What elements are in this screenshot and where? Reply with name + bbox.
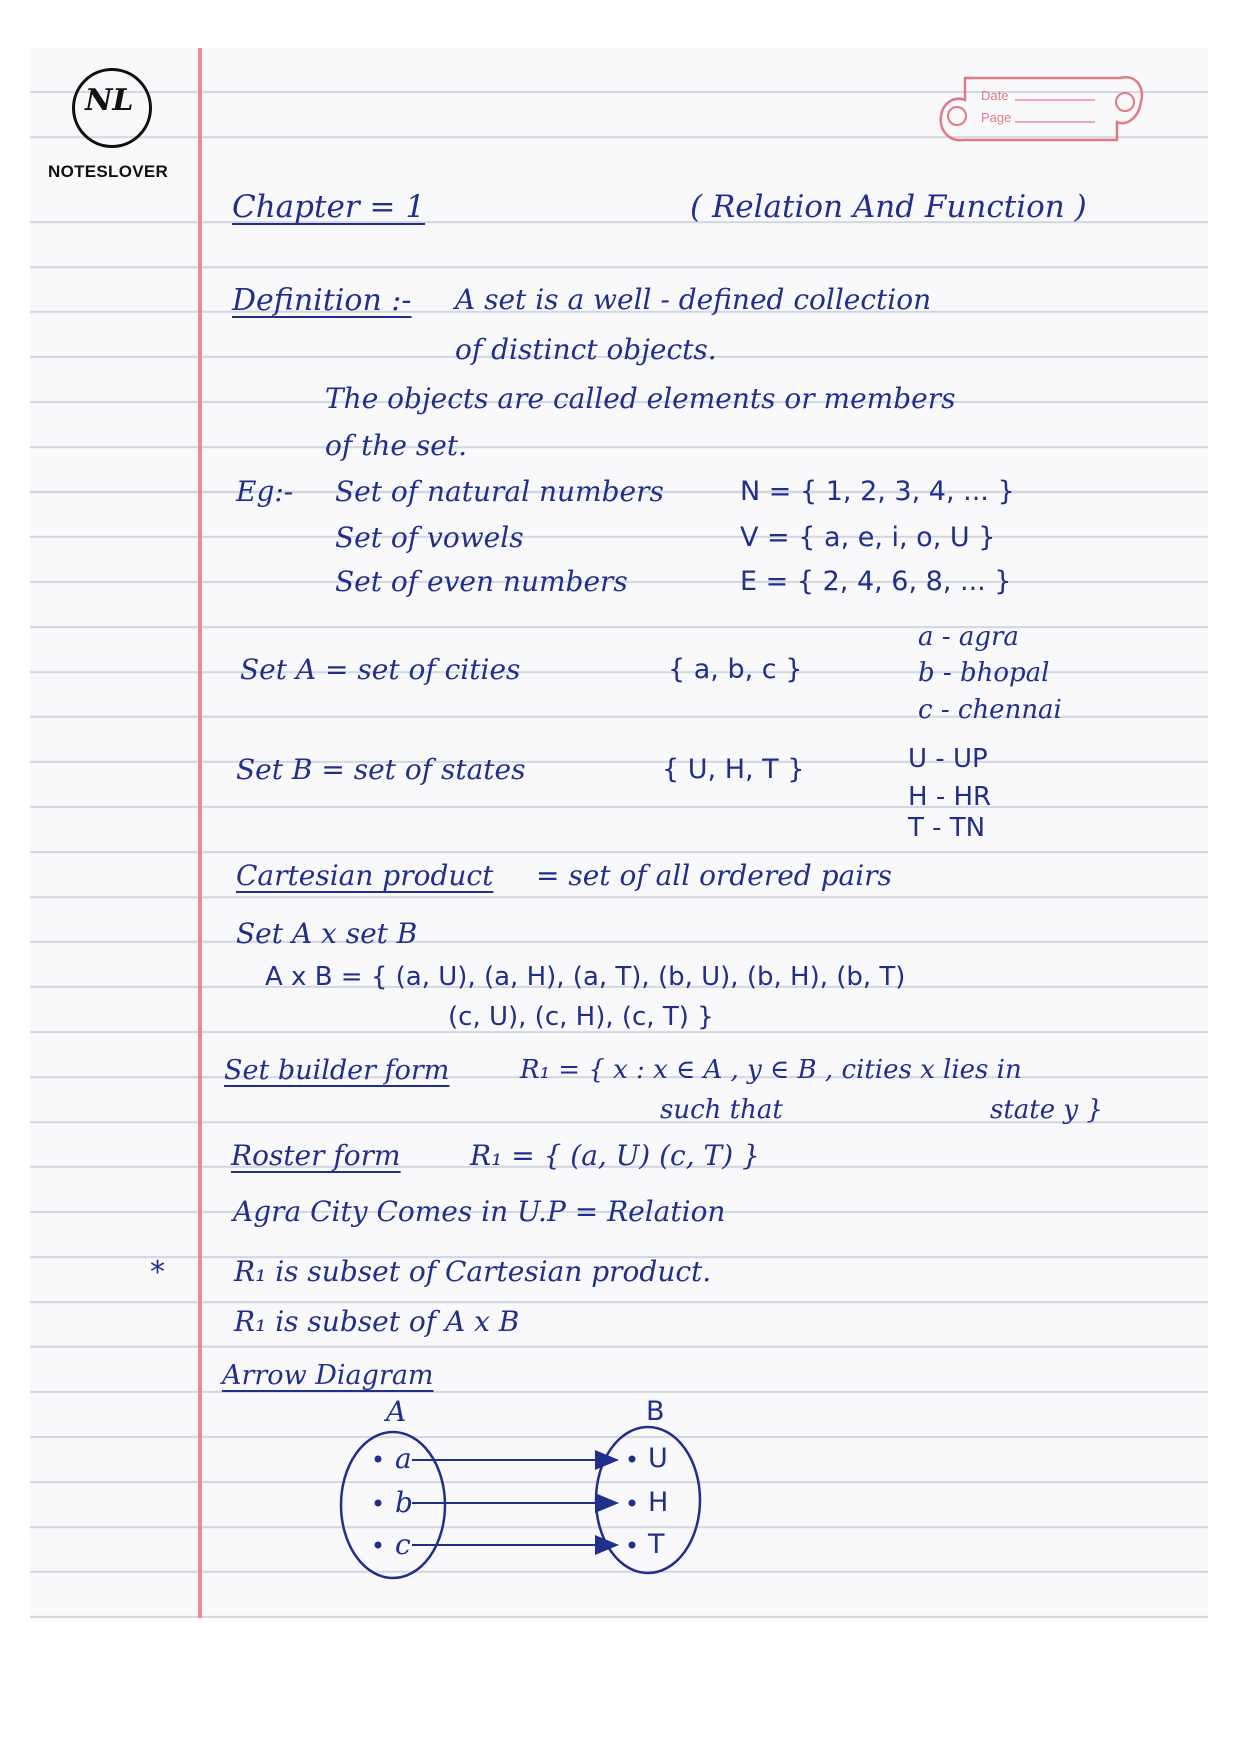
definition-line-1: A set is a well - defined collection (455, 283, 932, 316)
example-value: E = { 2, 4, 6, 8, ... } (740, 566, 1012, 597)
subset-line: R₁ is subset of Cartesian product. (234, 1255, 712, 1288)
set-builder-line-1: R₁ = { x : x ∈ A , y ∈ B , cities x lies in (520, 1055, 1022, 1085)
definition-label: Definition :- (232, 283, 412, 318)
set-a-ellipse (341, 1432, 445, 1578)
chapter-subject: ( Relation And Function ) (690, 189, 1087, 225)
set-builder-state-y: state y } (990, 1095, 1103, 1125)
examples-label: Eg:- (236, 475, 294, 508)
set-a-name: Set A = set of cities (240, 653, 521, 686)
set-b-key: U - UP (908, 744, 988, 774)
example-value: V = { a, e, i, o, U } (740, 522, 996, 553)
element-dot (375, 1456, 382, 1463)
cartesian-definition: = set of all ordered pairs (536, 859, 892, 892)
logo-letters: NL (85, 83, 134, 118)
element-dot (375, 1500, 382, 1507)
set-a-roster: { a, b, c } (668, 654, 803, 685)
subset-line: R₁ is subset of A x B (234, 1305, 520, 1338)
set-a-key: a - agra (918, 622, 1019, 652)
set-builder-such-that: such that (660, 1095, 783, 1125)
element-dot (629, 1500, 636, 1507)
set-a-element: c (395, 1528, 411, 1561)
element-dot (375, 1542, 382, 1549)
roster-value: R₁ = { (a, U) (c, T) } (470, 1139, 760, 1172)
cartesian-line-1: Set A x set B (236, 917, 418, 950)
cartesian-label: Cartesian product (236, 859, 494, 892)
set-a-key: b - bhopal (918, 658, 1050, 688)
definition-line-2: of distinct objects. (455, 333, 717, 366)
set-b-diagram-label: B (646, 1396, 665, 1427)
set-b-roster: { U, H, T } (662, 754, 805, 785)
roster-label: Roster form (231, 1139, 401, 1172)
set-a-key: c - chennai (918, 695, 1062, 725)
set-a-element: a (395, 1442, 412, 1475)
set-b-key: H - HR (908, 782, 992, 812)
date-label: Date (981, 88, 1009, 103)
example-name: Set of natural numbers (335, 475, 664, 508)
definition-line-3: The objects are called elements or members (325, 382, 956, 415)
set-builder-label: Set builder form (224, 1055, 450, 1086)
example-name: Set of even numbers (335, 565, 628, 598)
set-b-element: T (648, 1529, 665, 1560)
set-b-element: U (648, 1443, 668, 1474)
element-dot (629, 1542, 636, 1549)
set-a-element: b (395, 1486, 413, 1519)
cartesian-line-3: (c, U), (c, H), (c, T) } (448, 1002, 714, 1032)
element-dot (629, 1456, 636, 1463)
definition-line-4: of the set. (325, 429, 467, 462)
set-b-key: T - TN (908, 813, 986, 843)
star-bullet-icon: * (150, 1255, 165, 1290)
example-name: Set of vowels (335, 521, 524, 554)
cartesian-line-2: A x B = { (a, U), (a, H), (a, T), (b, U), (b, H), (b, T) (265, 962, 906, 992)
chapter-title: Chapter = 1 (232, 189, 426, 225)
relation-note: Agra City Comes in U.P = Relation (233, 1195, 726, 1228)
set-b-element: H (648, 1487, 669, 1518)
set-a-diagram-label: A (386, 1395, 407, 1428)
page-label: Page (981, 110, 1012, 125)
set-b-name: Set B = set of states (236, 753, 526, 786)
example-value: N = { 1, 2, 3, 4, ... } (740, 476, 1015, 507)
arrow-diagram-label: Arrow Diagram (222, 1360, 434, 1391)
logo-text: NOTESLOVER (48, 162, 169, 181)
